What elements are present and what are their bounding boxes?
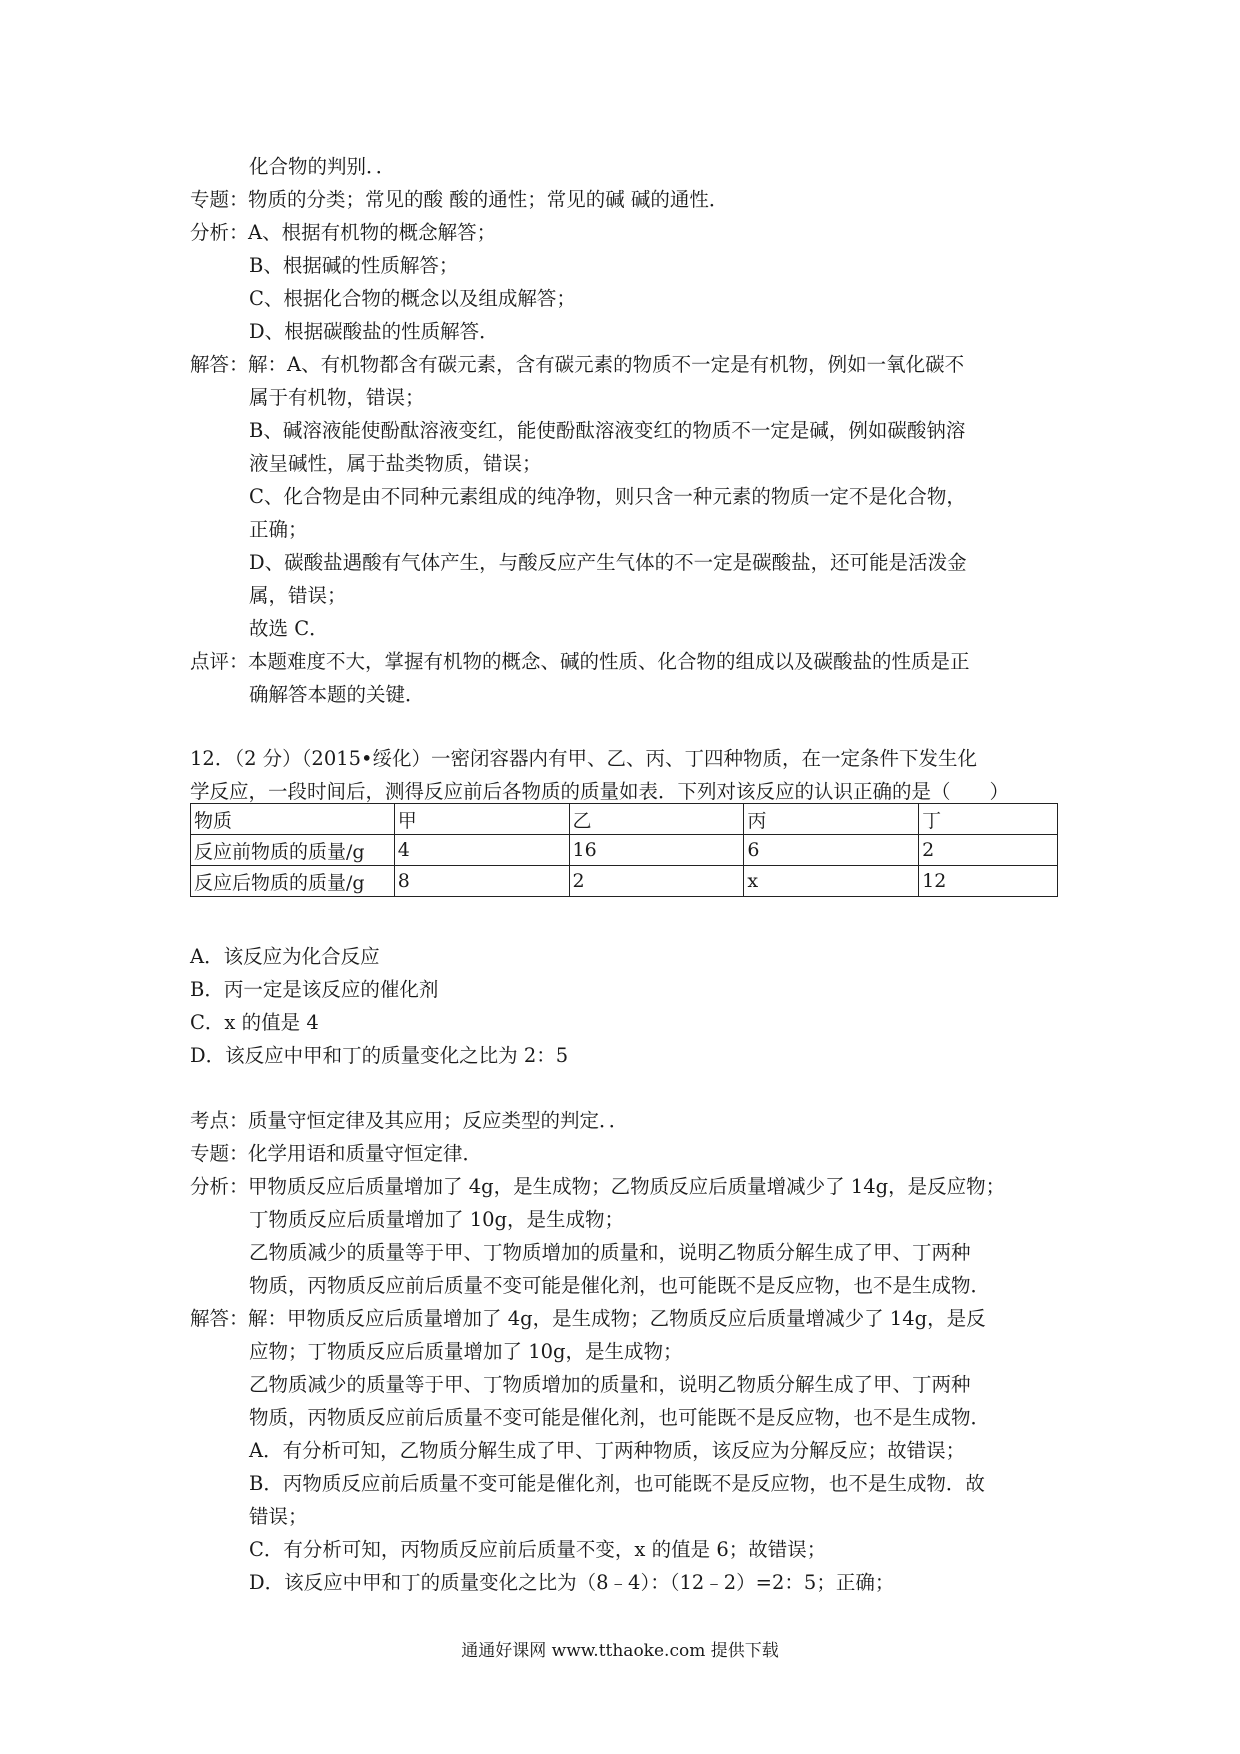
jieda-text: 解：甲物质反应后质量增加了 4g，是生成物；乙物质反应后质量增减少了 14g，是反: [248, 1307, 986, 1330]
zhuanti-label: 专题：: [190, 188, 249, 211]
table-cell: 2: [919, 835, 1058, 866]
jieda-line: [190, 349, 1060, 377]
table-cell: 12: [919, 866, 1058, 897]
mass-table: [190, 803, 1058, 897]
kaodian-label: 考点：: [190, 1109, 249, 1132]
table-header-cell: 丙: [744, 804, 919, 835]
kaodian-continuation: 化合物的判别．．: [249, 155, 396, 178]
zhuanti-line: [190, 1138, 1060, 1166]
table-cell: 反应后物质的质量/g: [191, 866, 395, 897]
jieda-text: 解：A、有机物都含有碳元素，含有碳元素的物质不一定是有机物，例如一氧化碳不: [248, 353, 965, 376]
zhuanti-text: 化学用语和质量守恒定律．: [248, 1142, 483, 1165]
fenxi-label: 分析：: [190, 221, 249, 244]
table-header-cell: 物质: [191, 804, 395, 835]
table-header-cell: 乙: [569, 804, 744, 835]
jieda-line: D．该反应中甲和丁的质量变化之比为（8﹣4）：（12﹣2）=2：5；正确；: [249, 1571, 895, 1594]
zhuanti-text: 物质的分类；常见的酸 酸的通性；常见的碱 碱的通性．: [248, 188, 729, 211]
zhuanti-line: [190, 184, 1060, 212]
fenxi-line: C、根据化合物的概念以及组成解答；: [249, 287, 576, 310]
table-cell: 6: [744, 835, 919, 866]
jieda-label: 解答：: [190, 1307, 249, 1330]
kaodian-text: 质量守恒定律及其应用；反应类型的判定．．: [248, 1109, 629, 1132]
zhuanti-label: 专题：: [190, 1142, 249, 1165]
option-d: D．该反应中甲和丁的质量变化之比为 2：5: [190, 1044, 569, 1067]
table-header-cell: 甲: [394, 804, 569, 835]
dianping-line: 确解答本题的关键．: [249, 683, 425, 706]
option-a: A．该反应为化合反应: [190, 945, 380, 968]
jieda-line: 错误；: [249, 1505, 308, 1528]
table-cell: 4: [394, 835, 569, 866]
option-b: B．丙一定是该反应的催化剂: [190, 978, 439, 1001]
table-cell: 8: [394, 866, 569, 897]
jieda-line: B．丙物质反应前后质量不变可能是催化剂，也可能既不是反应物，也不是生成物．故: [249, 1472, 985, 1495]
jieda-line: C、化合物是由不同种元素组成的纯净物，则只含一种元素的物质一定不是化合物，: [249, 485, 966, 508]
q12-stem: 学反应，一段时间后，测得反应前后各物质的质量如表．下列对该反应的认识正确的是（ ）: [190, 780, 1010, 803]
jieda-line: B、碱溶液能使酚酞溶液变红，能使酚酞溶液变红的物质不一定是碱，例如碳酸钠溶: [249, 419, 966, 442]
jieda-line: [190, 1303, 1060, 1331]
page-footer: 通通好课网 www.tthaoke.com 提供下载: [461, 1641, 779, 1661]
table-row: [191, 866, 1058, 897]
fenxi-line: D、根据碳酸盐的性质解答．: [249, 320, 499, 343]
table-cell: x: [744, 866, 919, 897]
jieda-line: 属于有机物，错误；: [249, 386, 425, 409]
jieda-line: 属，错误；: [249, 584, 347, 607]
table-row: [191, 835, 1058, 866]
table-cell: 2: [569, 866, 744, 897]
jieda-line: 乙物质减少的质量等于甲、丁物质增加的质量和，说明乙物质分解生成了甲、丁两种: [249, 1373, 971, 1396]
fenxi-line: 丁物质反应后质量增加了 10g，是生成物；: [249, 1208, 624, 1231]
jieda-line: D、碳酸盐遇酸有气体产生，与酸反应产生气体的不一定是碳酸盐，还可能是活泼金: [249, 551, 967, 574]
fenxi-line: [190, 217, 1060, 245]
table-cell: 16: [569, 835, 744, 866]
dianping-label: 点评：: [190, 650, 249, 673]
fenxi-text: A、根据有机物的概念解答；: [248, 221, 497, 244]
q12-stem: 12．（2 分）（2015•绥化）一密闭容器内有甲、乙、丙、丁四种物质，在一定条件下发生化: [190, 747, 978, 770]
fenxi-label: 分析：: [190, 1175, 249, 1198]
jieda-label: 解答：: [190, 353, 249, 376]
fenxi-line: 物质，丙物质反应前后质量不变可能是催化剂，也可能既不是反应物，也不是生成物．: [249, 1274, 991, 1297]
fenxi-line: 乙物质减少的质量等于甲、丁物质增加的质量和，说明乙物质分解生成了甲、丁两种: [249, 1241, 971, 1264]
option-c: C．x 的值是 4: [190, 1011, 319, 1034]
dianping-line: [190, 646, 1060, 674]
jieda-line: 物质，丙物质反应前后质量不变可能是催化剂，也可能既不是反应物，也不是生成物．: [249, 1406, 991, 1429]
table-cell: 反应前物质的质量/g: [191, 835, 395, 866]
fenxi-text: 甲物质反应后质量增加了 4g，是生成物；乙物质反应后质量增减少了 14g，是反应物；: [248, 1175, 1006, 1198]
jieda-line: 故选 C．: [249, 617, 329, 640]
kaodian-line: [190, 1105, 1060, 1133]
jieda-line: A．有分析可知，乙物质分解生成了甲、丁两种物质，该反应为分解反应；故错误；: [249, 1439, 966, 1462]
jieda-line: 正确；: [249, 518, 308, 541]
fenxi-line: [190, 1171, 1060, 1199]
fenxi-line: B、根据碱的性质解答；: [249, 254, 459, 277]
table-header-cell: 丁: [919, 804, 1058, 835]
jieda-line: 液呈碱性，属于盐类物质，错误；: [249, 452, 542, 475]
table-row: [191, 804, 1058, 835]
dianping-text: 本题难度不大，掌握有机物的概念、碱的性质、化合物的组成以及碳酸盐的性质是正: [248, 650, 970, 673]
jieda-line: C．有分析可知，丙物质反应前后质量不变，x 的值是 6；故错误；: [249, 1538, 827, 1561]
jieda-line: 应物；丁物质反应后质量增加了 10g，是生成物；: [249, 1340, 683, 1363]
